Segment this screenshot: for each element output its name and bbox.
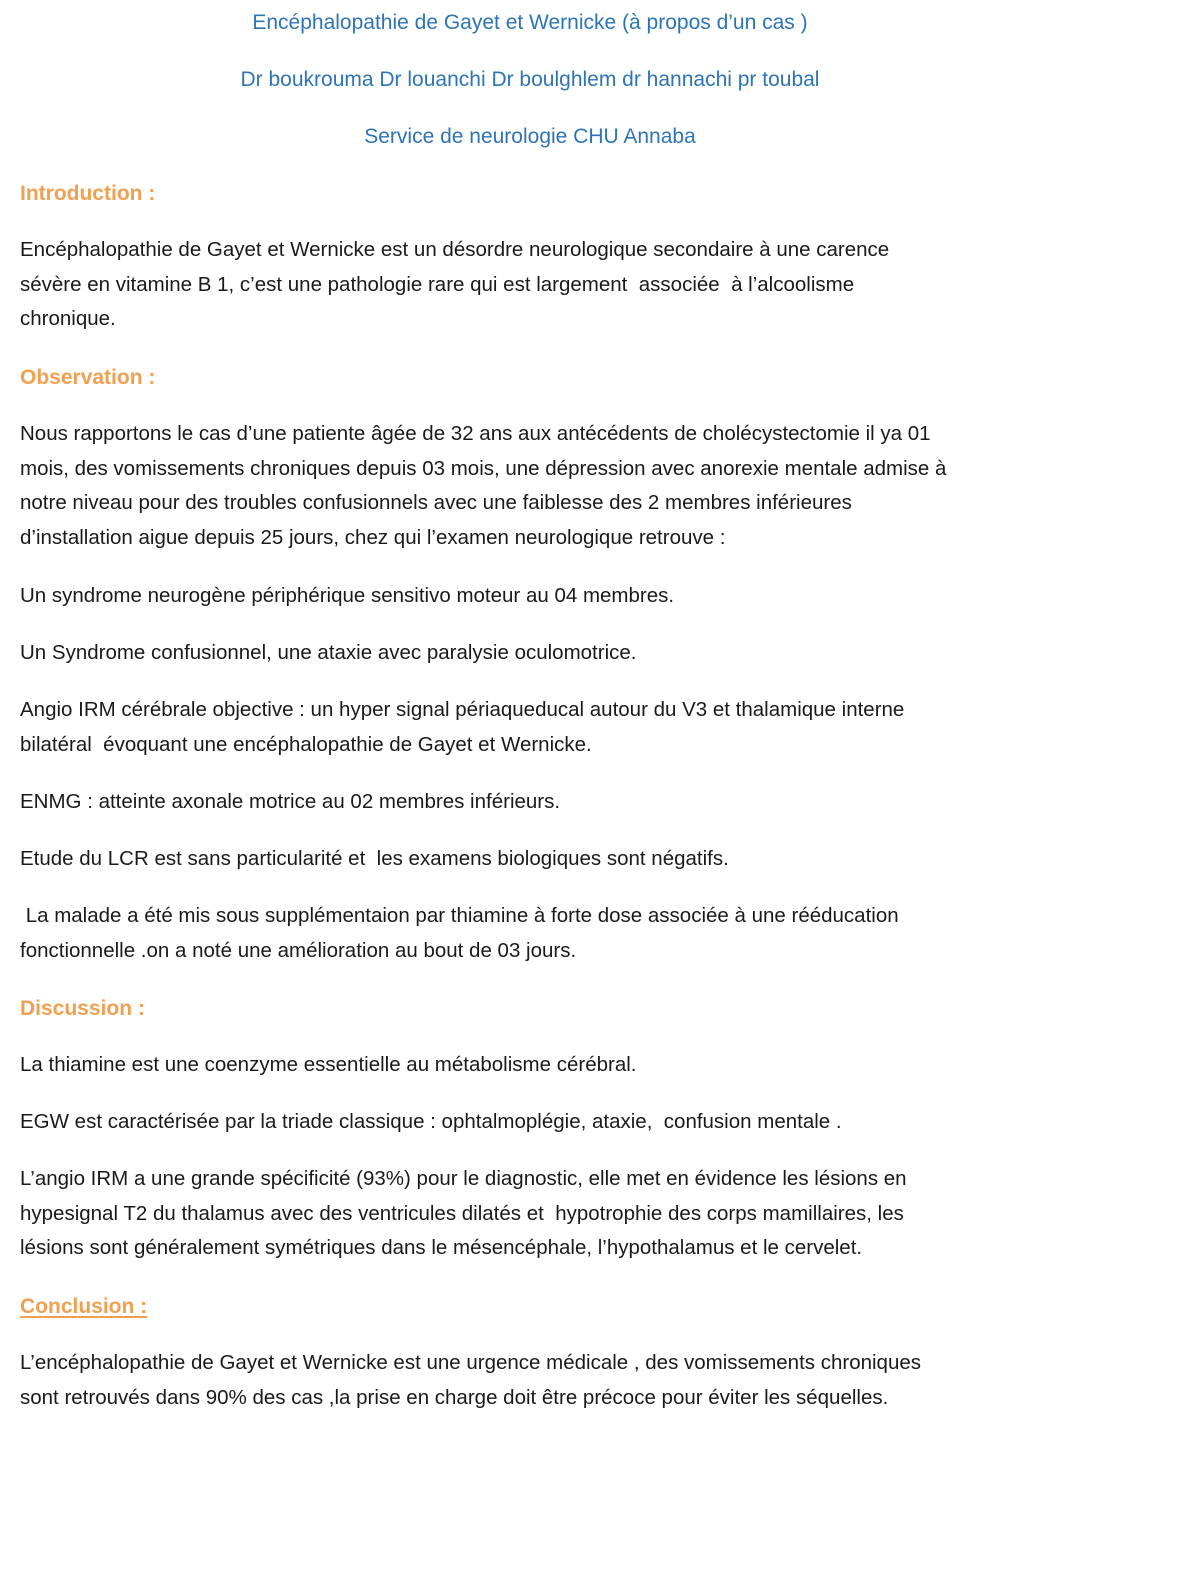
document-authors: Dr boukrouma Dr louanchi Dr boulghlem dr hannachi pr toubal [240, 68, 820, 91]
paragraph-line: Nous rapportons le cas d’une patiente âgée de 32 ans aux antécédents de cholécystectomie il ya 01 [20, 422, 931, 445]
observation-paragraph-enmg [20, 785, 1060, 820]
paragraph-line: hypesignal T2 du thalamus avec des ventricules dilatés et hypotrophie des corps mamillaires, les [20, 1201, 904, 1225]
observation-paragraph-mri [20, 693, 1060, 762]
observation-paragraph-lcr [20, 842, 1060, 877]
paragraph-line: notre niveau pour des troubles confusionnels avec une faiblesse des 2 membres inférieures [20, 491, 852, 514]
paragraph-line: L’encéphalopathie de Gayet et Wernicke est une urgence médicale , des vomissements chroniques [20, 1351, 922, 1374]
paragraph-line: Etude du LCR est sans particularité et les examens biologiques sont négatifs. [20, 847, 729, 870]
paragraph-line: La thiamine est une coenzyme essentielle au métabolisme cérébral. [20, 1053, 637, 1076]
observation-paragraph-confusion [20, 636, 1060, 671]
paragraph-line: lésions sont généralement symétriques dans le mésencéphale, l’hypothalamus et le cervelet. [20, 1236, 863, 1259]
observation-paragraph-syndrome [20, 579, 1060, 614]
paragraph-line: bilatéral évoquant une encéphalopathie de Gayet et Wernicke. [20, 732, 592, 756]
observation-paragraph-case [20, 417, 1060, 555]
introduction-paragraph [20, 233, 1060, 337]
discussion-heading: Discussion : [20, 997, 145, 1020]
paragraph-line: Encéphalopathie de Gayet et Wernicke est un désordre neurologique secondaire à une carence [20, 238, 890, 261]
paragraph-line: sont retrouvés dans 90% des cas ,la prise en charge doit être précoce pour éviter les séquelles. [20, 1385, 889, 1409]
paragraph-line: Angio IRM cérébrale objective : un hyper signal périaqueducal autour du V3 et thalamique interne [20, 698, 905, 721]
conclusion-paragraph [20, 1346, 1060, 1415]
paragraph-line: mois, des vomissements chroniques depuis 03 mois, une dépression avec anorexie mentale admise à [20, 456, 947, 480]
paragraph-line: sévère en vitamine B 1, c’est une pathologie rare qui est largement associée à l’alcoolisme [20, 272, 855, 296]
paragraph-line: fonctionnelle .on a noté une amélioration au bout de 03 jours. [20, 938, 577, 962]
document-title: Encéphalopathie de Gayet et Wernicke (à propos d’un cas ) [252, 11, 808, 34]
discussion-paragraph-triad [20, 1105, 1060, 1140]
paragraph-line: Un syndrome neurogène périphérique sensitivo moteur au 04 membres. [20, 584, 675, 607]
paragraph-line: d’installation aigue depuis 25 jours, chez qui l’examen neurologique retrouve : [20, 525, 726, 549]
document-affiliation: Service de neurologie CHU Annaba [364, 125, 696, 148]
paragraph-line: ENMG : atteinte axonale motrice au 02 membres inférieurs. [20, 790, 561, 813]
paragraph-line: chronique. [20, 307, 116, 330]
paragraph-line: L’angio IRM a une grande spécificité (93%) pour le diagnostic, elle met en évidence les lésions en [20, 1167, 907, 1190]
paragraph-line: Un Syndrome confusionnel, une ataxie avec paralysie oculomotrice. [20, 641, 637, 664]
conclusion-heading: Conclusion : [20, 1295, 148, 1318]
paragraph-line: La malade a été mis sous supplémentaion par thiamine à forte dose associée à une rééducation [20, 904, 899, 927]
observation-heading: Observation : [20, 366, 156, 389]
discussion-paragraph-thiamine [20, 1048, 1060, 1083]
introduction-heading: Introduction : [20, 182, 156, 205]
discussion-paragraph-mri [20, 1162, 1060, 1266]
observation-paragraph-treatment [20, 899, 1060, 968]
paragraph-line: EGW est caractérisée par la triade classique : ophtalmoplégie, ataxie, confusion mentale . [20, 1110, 842, 1133]
